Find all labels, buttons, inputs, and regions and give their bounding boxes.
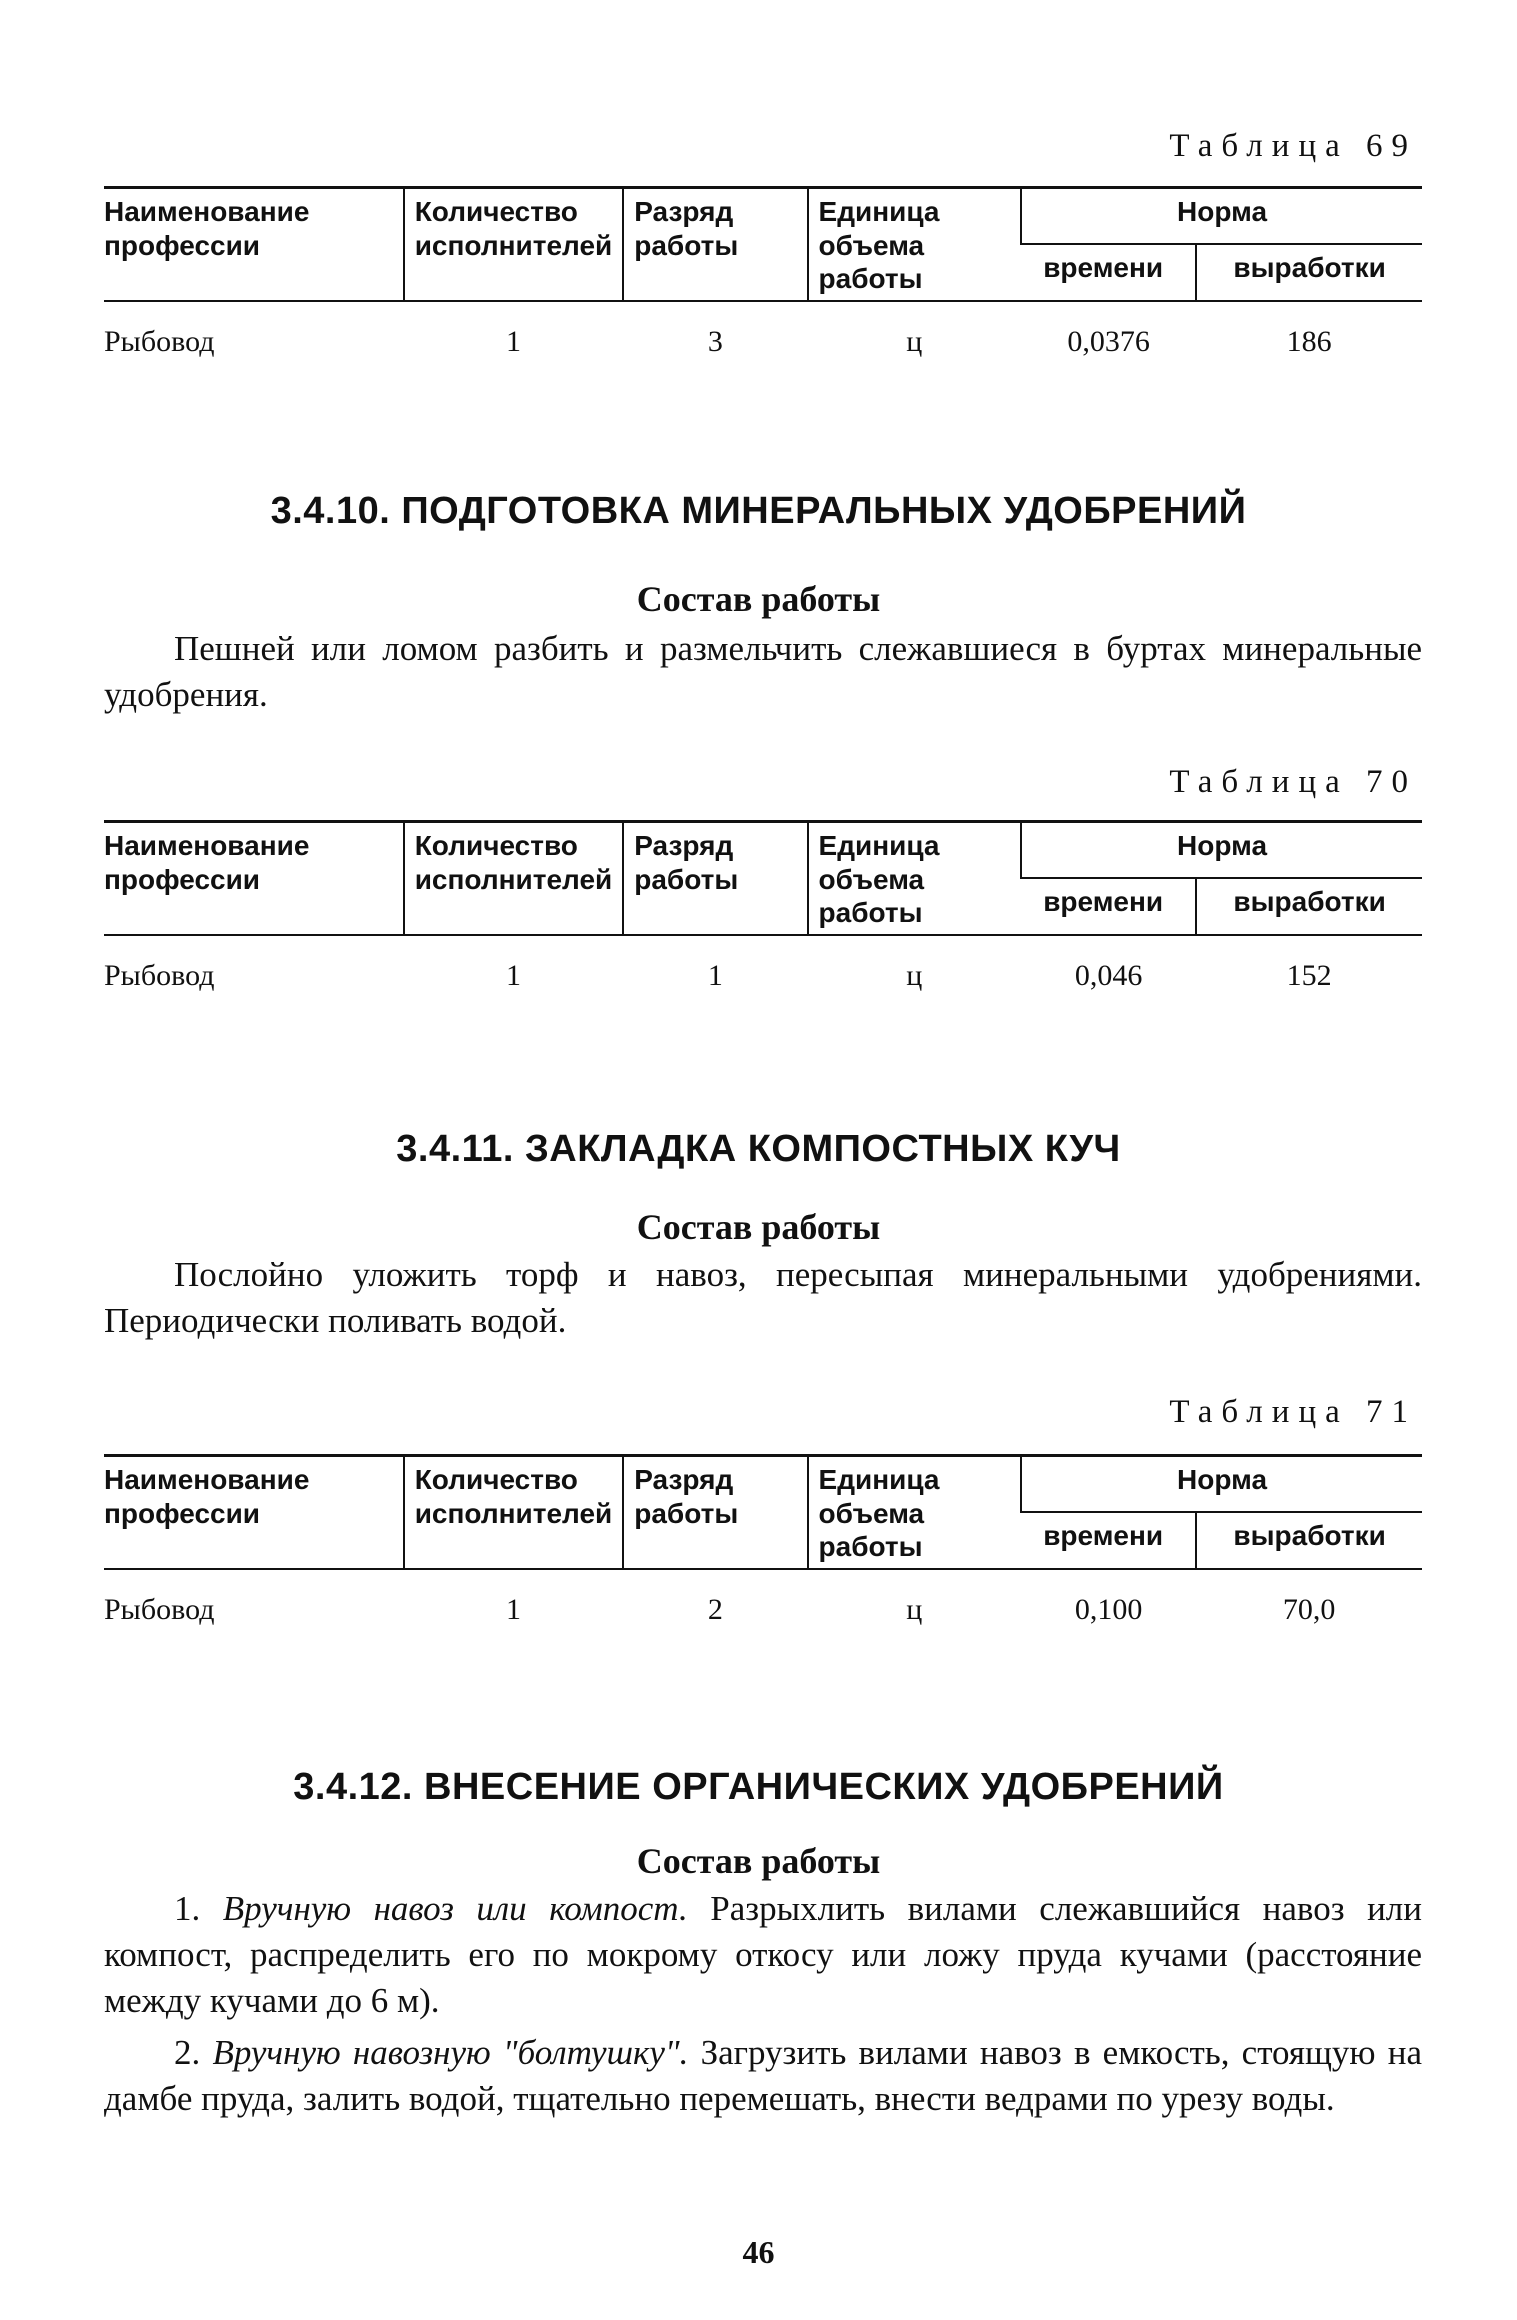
cell-unit: ц (906, 958, 923, 992)
table-70-caption: Таблица 70 (1169, 764, 1417, 800)
header-grade: Разряд работы (623, 822, 807, 935)
item-text: Загрузить вилами навоз в емкость, стоящую на дамбе пруда, залить водой, тщательно перемешать, внести ведрами по урезу воды. (104, 2033, 1423, 2118)
item-heading: Вручную навозную "болтушку". (212, 2033, 689, 2072)
section-title-3-4-12: 3.4.12. ВНЕСЕНИЕ ОРГАНИЧЕСКИХ УДОБРЕНИЙ (293, 1766, 1224, 1808)
cell-count: 1 (505, 1592, 521, 1626)
table-69 (104, 186, 1422, 360)
header-unit: Единица объема работы (808, 822, 1022, 935)
item-number: 1. (174, 1889, 201, 1928)
header-norma: Норма (1021, 188, 1422, 245)
cell-profession: Рыбовод (104, 958, 215, 992)
header-time: времени (1021, 244, 1196, 300)
item-number: 2. (174, 2033, 201, 2072)
cell-profession: Рыбовод (104, 1592, 215, 1626)
header-profession: Наименование профессии (104, 822, 404, 935)
work-description-text: Послойно уложить торф и навоз, пересыпая минеральными удобрениями. Периодически поливать водой. (104, 1255, 1422, 1340)
item-text: Разрыхлить вилами слежавшийся навоз или компост, распределить его по мокрому откосу или ложу пруда кучами (расстояние между кучами до 6 м). (104, 1889, 1423, 2020)
table-row (104, 935, 1422, 994)
header-output: выработки (1196, 1512, 1422, 1568)
table-row (104, 1569, 1422, 1628)
cell-count: 1 (505, 324, 521, 358)
header-profession: Наименование профессии (104, 188, 404, 301)
work-description (104, 626, 1422, 718)
header-grade: Разряд работы (623, 188, 807, 301)
work-description (104, 1252, 1422, 1344)
header-count: Количество исполнителей (404, 822, 624, 935)
cell-grade: 1 (707, 958, 723, 992)
header-unit: Единица объема работы (808, 1456, 1022, 1569)
work-composition-title: Состав работы (636, 1841, 881, 1881)
work-description-text: Пешней или ломом разбить и размельчить слежавшиеся в буртах минеральные удобрения. (104, 629, 1422, 714)
cell-profession: Рыбовод (104, 324, 215, 358)
table-71-caption: Таблица 71 (1169, 1394, 1417, 1430)
header-profession: Наименование профессии (104, 1456, 404, 1569)
cell-time: 0,100 (1074, 1592, 1143, 1626)
cell-grade: 2 (707, 1592, 723, 1626)
cell-count: 1 (505, 958, 521, 992)
cell-output: 186 (1286, 324, 1332, 358)
cell-unit: ц (906, 1592, 923, 1626)
work-composition-title: Состав работы (636, 1207, 881, 1247)
header-count: Количество исполнителей (404, 188, 624, 301)
work-item-2 (104, 2030, 1422, 2122)
header-output: выработки (1196, 878, 1422, 934)
section-title-3-4-10: 3.4.10. ПОДГОТОВКА МИНЕРАЛЬНЫХ УДОБРЕНИЙ (270, 490, 1247, 532)
header-norma: Норма (1021, 822, 1422, 879)
header-time: времени (1021, 878, 1196, 934)
work-composition-title: Состав работы (636, 579, 881, 619)
cell-unit: ц (906, 324, 923, 358)
cell-grade: 3 (707, 324, 723, 358)
header-output: выработки (1196, 244, 1422, 300)
cell-time: 0,046 (1074, 958, 1143, 992)
section-title-3-4-11: 3.4.11. ЗАКЛАДКА КОМПОСТНЫХ КУЧ (396, 1128, 1121, 1170)
cell-output: 152 (1286, 958, 1332, 992)
table-row (104, 301, 1422, 360)
table-71 (104, 1454, 1422, 1628)
item-heading: Вручную навоз или компост. (222, 1889, 688, 1928)
header-count: Количество исполнителей (404, 1456, 624, 1569)
table-69-caption: Таблица 69 (1169, 128, 1417, 164)
cell-output: 70,0 (1282, 1592, 1336, 1626)
cell-time: 0,0376 (1067, 324, 1150, 358)
work-item-1 (104, 1886, 1422, 2024)
header-time: времени (1021, 1512, 1196, 1568)
page-number: 46 (742, 2234, 775, 2270)
header-norma: Норма (1021, 1456, 1422, 1513)
header-unit: Единица объема работы (808, 188, 1022, 301)
table-70 (104, 820, 1422, 994)
header-grade: Разряд работы (623, 1456, 807, 1569)
